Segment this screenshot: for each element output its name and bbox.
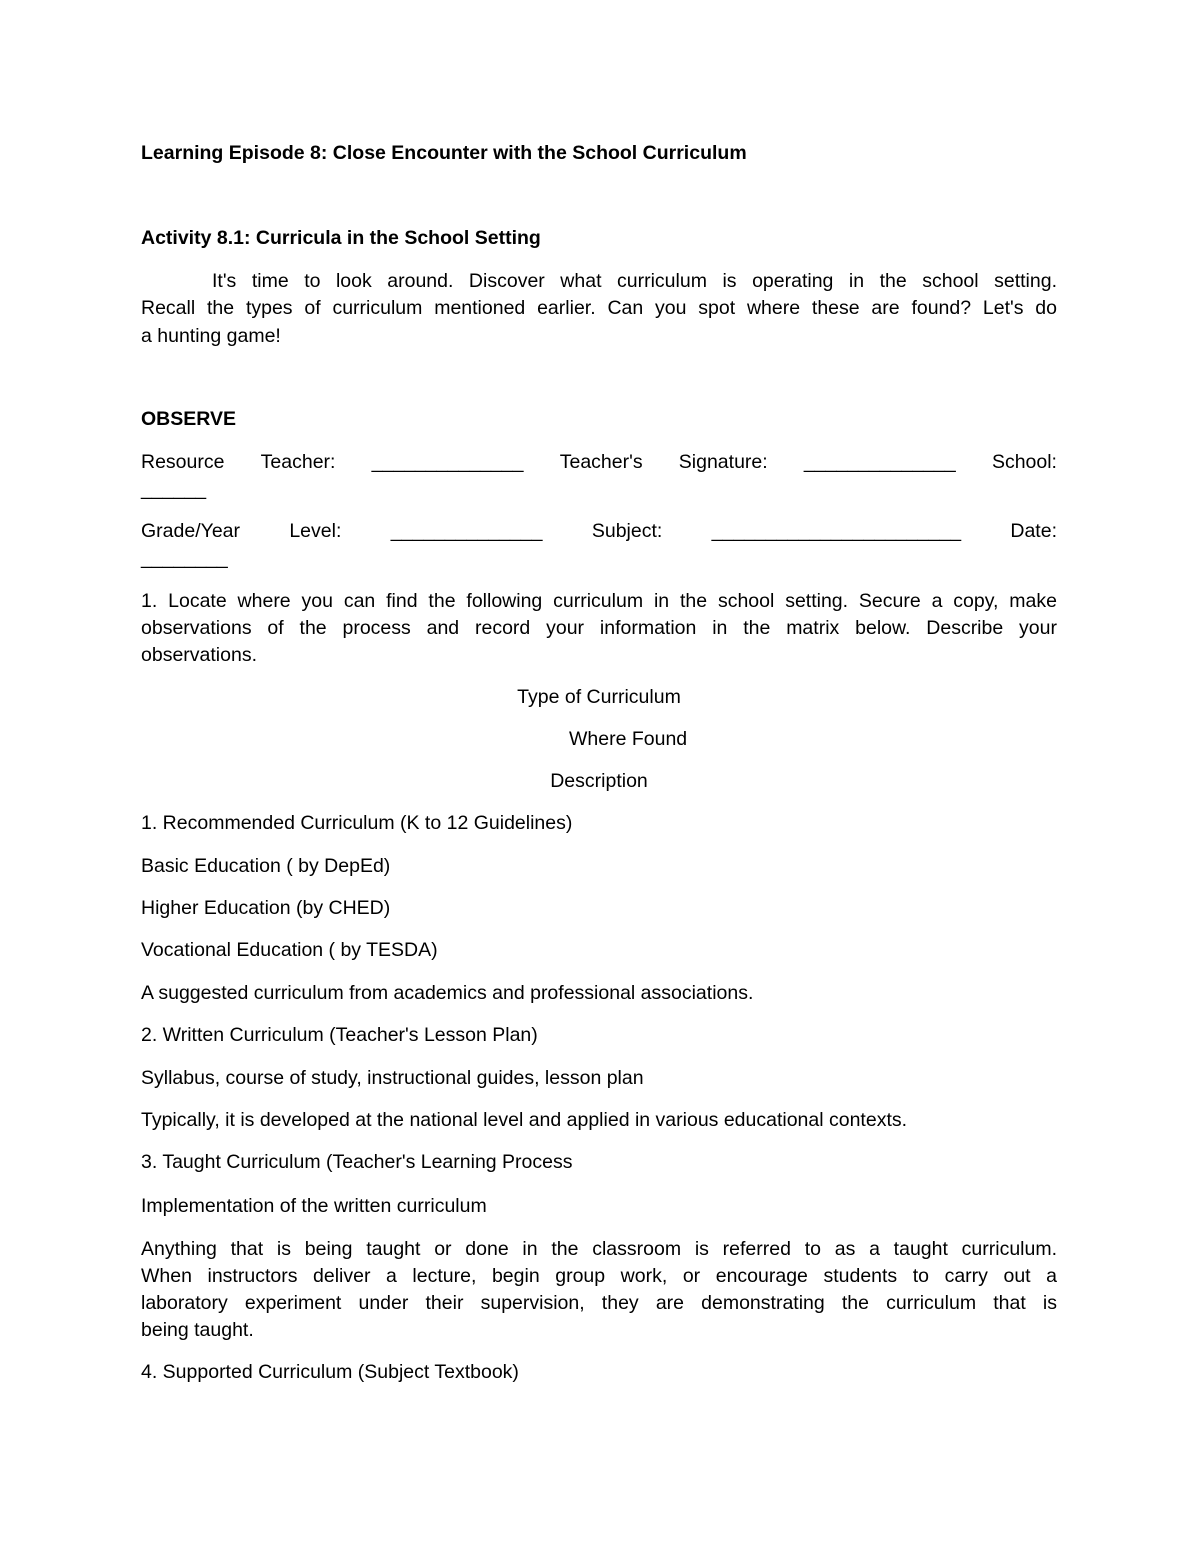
resource-teacher-blank: ______________ bbox=[371, 451, 524, 473]
taught-description-line-2: When instructors deliver a lecture, begin group work, or encourage students to carry out a bbox=[141, 1265, 1057, 1287]
subject-label: Subject: bbox=[591, 520, 663, 542]
grade-blank: ______________ bbox=[390, 520, 543, 542]
instruction-line-1: 1. Locate where you can find the following curriculum in the school setting. Secure a copy, make bbox=[141, 590, 1057, 612]
school-blank: ______ bbox=[141, 478, 207, 500]
observe-heading: OBSERVE bbox=[141, 408, 237, 430]
activity-heading: Activity 8.1: Curricula in the School Setting bbox=[141, 227, 541, 249]
intro-line-1: It's time to look around. Discover what curriculum is operating in the school setting. bbox=[212, 270, 1057, 292]
resource-label: Resource bbox=[141, 451, 225, 473]
grade-label: Grade/Year bbox=[141, 520, 241, 542]
teachers-label: Teacher's bbox=[559, 451, 643, 473]
header-type-of-curriculum: Type of Curriculum bbox=[517, 686, 681, 708]
item-suggested-description: A suggested curriculum from academics and professional associations. bbox=[141, 982, 754, 1004]
item-basic-education: Basic Education ( by DepEd) bbox=[141, 855, 391, 877]
item-higher-education: Higher Education (by CHED) bbox=[141, 897, 391, 919]
taught-description-line-4: being taught. bbox=[141, 1319, 254, 1341]
header-where-found: Where Found bbox=[569, 728, 688, 750]
item-written: 2. Written Curriculum (Teacher's Lesson Plan) bbox=[141, 1024, 538, 1046]
document-title: Learning Episode 8: Close Encounter with the School Curriculum bbox=[141, 142, 747, 164]
form-row-teacher bbox=[141, 449, 1057, 476]
item-vocational-education: Vocational Education ( by TESDA) bbox=[141, 939, 438, 961]
date-label: Date: bbox=[1010, 520, 1057, 542]
item-supported: 4. Supported Curriculum (Subject Textbook) bbox=[141, 1361, 519, 1383]
level-label: Level: bbox=[289, 520, 342, 542]
instruction-line-3: observations. bbox=[141, 644, 257, 666]
date-blank: ________ bbox=[141, 547, 228, 569]
instruction-line-2: observations of the process and record your information in the matrix below. Describe your bbox=[141, 617, 1057, 639]
item-recommended: 1. Recommended Curriculum (K to 12 Guidelines) bbox=[141, 812, 573, 834]
document-page bbox=[141, 0, 1057, 1553]
taught-description-line-1: Anything that is being taught or done in the classroom is referred to as a taught curriculum. bbox=[141, 1238, 1057, 1260]
item-implementation: Implementation of the written curriculum bbox=[141, 1195, 487, 1217]
intro-line-2: Recall the types of curriculum mentioned earlier. Can you spot where these are found? Let's do bbox=[141, 297, 1057, 319]
subject-blank: _______________________ bbox=[711, 520, 962, 542]
taught-description-line-3: laboratory experiment under their supervision, they are demonstrating the curriculum that is bbox=[141, 1292, 1057, 1314]
header-description: Description bbox=[550, 770, 648, 792]
intro-line-3: a hunting game! bbox=[141, 325, 281, 347]
item-taught: 3. Taught Curriculum (Teacher's Learning Process bbox=[141, 1151, 573, 1173]
teacher-label: Teacher: bbox=[260, 451, 336, 473]
school-label: School: bbox=[991, 451, 1057, 473]
item-written-description: Typically, it is developed at the national level and applied in various educational contexts. bbox=[141, 1109, 908, 1131]
form-row-grade bbox=[141, 518, 1057, 545]
signature-label: Signature: bbox=[678, 451, 768, 473]
item-syllabus: Syllabus, course of study, instructional guides, lesson plan bbox=[141, 1067, 644, 1089]
signature-blank: ______________ bbox=[803, 451, 956, 473]
